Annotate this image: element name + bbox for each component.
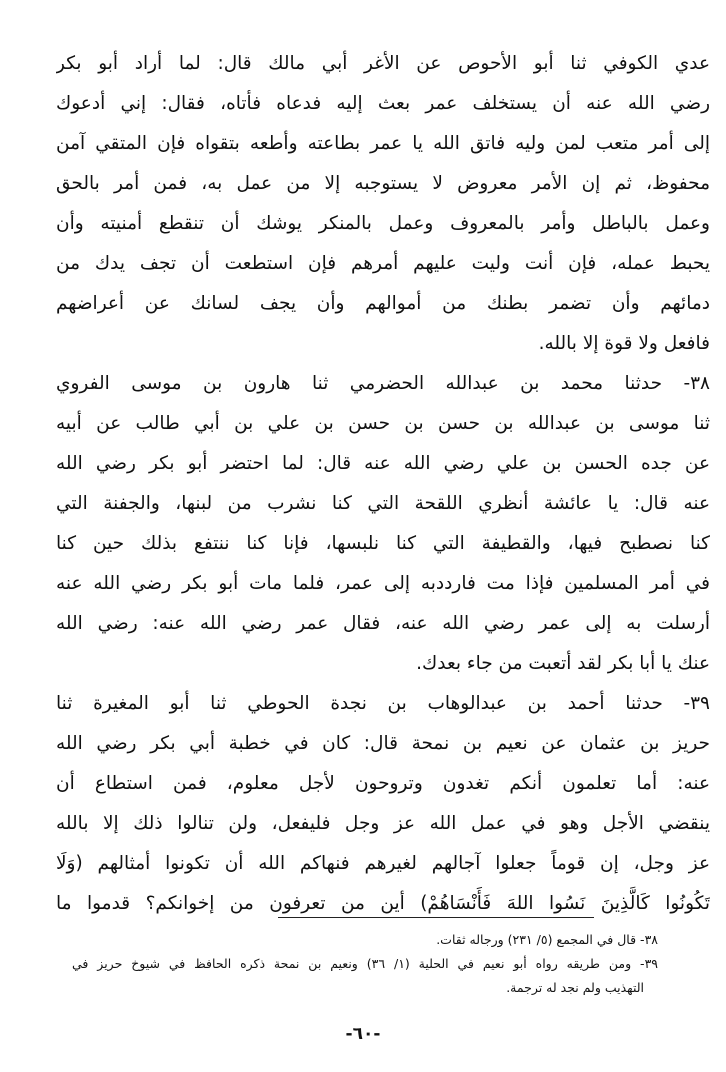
text-line: وعمل بالباطل وأمر بالمعروف وعمل بالمنكر يوشك أن تنقطع أمنيته وأن [56,213,710,234]
footnote-line: ٣٨- قال في المجمع (٥/ ٢٣١) ورجاله ثقات. [436,932,658,947]
text-line: فافعل ولا قوة إلا بالله. [538,333,710,354]
text-line: يحبط عمله، فإن أنت وليت عليهم أمرهم فإن استطعت أن تجف يدك من [56,253,710,274]
text-line: في أمر المسلمين فإذا مت فارددبه إلى عمر، فلما مات أبو بكر رضي الله عنه [56,573,710,594]
footnotes [72,928,658,1000]
text-line: عدي الكوفي ثنا أبو الأحوص عن الأغر أبي مالك قال: لما أراد أبو بكر [56,53,710,74]
text-line: حريز بن عثمان عن نعيم بن نمحة قال: كان في خطبة أبي بكر رضي الله [56,733,710,754]
text-line: عنه قال: يا عائشة أنظري اللقحة التي كنا نشرب من لبنها، والجفنة التي [56,493,710,514]
text-line: عنه: أما تعلمون أنكم تغدون وتروحون لأجل معلوم، فمن استطاع أن [56,773,710,794]
footnote-line: التهذيب ولم نجد له ترجمة. [506,980,644,995]
footnote-line: ٣٩- ومن طريقه رواه أبو نعيم في الحلية (١/ ٣٦) ونعيم بن نمحة ذكره الحافظ في شيوخ حريز في [72,956,658,971]
text-line: ثنا موسى بن عبدالله بن حسن بن حسن بن علي بن أبي طالب عن أبيه [56,413,710,434]
text-line: رضي الله عنه أن يستخلف عمر بعث إليه فدعاه فأتاه، فقال: إني أدعوك [56,93,710,114]
page-number: -٦٠- [345,1024,381,1044]
main-text [56,44,710,924]
text-line: ينقضي الأجل وهو في عمل الله عز وجل فليفعل، ولن تنالوا ذلك إلا بالله [56,813,710,834]
text-line: ٣٩- حدثنا أحمد بن عبدالوهاب بن نجدة الحوطي ثنا أبو المغيرة ثنا [56,693,710,714]
text-line: دمائهم وأن تضمر بطنك من أموالهم وأن يجف لسانك عن أعراضهم [56,293,710,314]
text-line: أرسلت به إلى عمر رضي الله عنه، فقال عمر رضي الله عنه: رضي الله [56,613,710,634]
text-line: محفوظ، ثم إن الأمر معروض لا يستوجبه إلا من عمل به، فمن أمر بالحق [56,173,710,194]
text-line: تَكُونُوا كَالَّذِينَ نَسُوا اللهَ فَأَنْسَاهُمْ) أين من تعرفون من إخوانكم؟ قدموا ما [56,893,710,914]
text-line: ٣٨- حدثنا محمد بن عبدالله الحضرمي ثنا هارون بن موسى الفروي [56,373,710,394]
text-line: عنك يا أبا بكر لقد أتعبت من جاء بعدك. [416,653,710,674]
text-line: عز وجل، إن قوماً جعلوا آجالهم لغيرهم فنهاكم الله أن تكونوا أمثالهم (وَلَا [56,853,710,874]
text-line: عن جده الحسن بن علي رضي الله عنه قال: لما احتضر أبو بكر رضي الله [56,453,710,474]
footnote-divider [278,917,594,918]
text-line: كنا نصطبح فيها، والقطيفة التي كنا نلبسها، فإنا كنا ننتفع بذلك حين كنا [56,533,710,554]
text-line: إلى أمر متعب لمن وليه فاتق الله يا عمر بطاعته وأطعه بتقواه فإن المتقي آمن [56,133,710,154]
